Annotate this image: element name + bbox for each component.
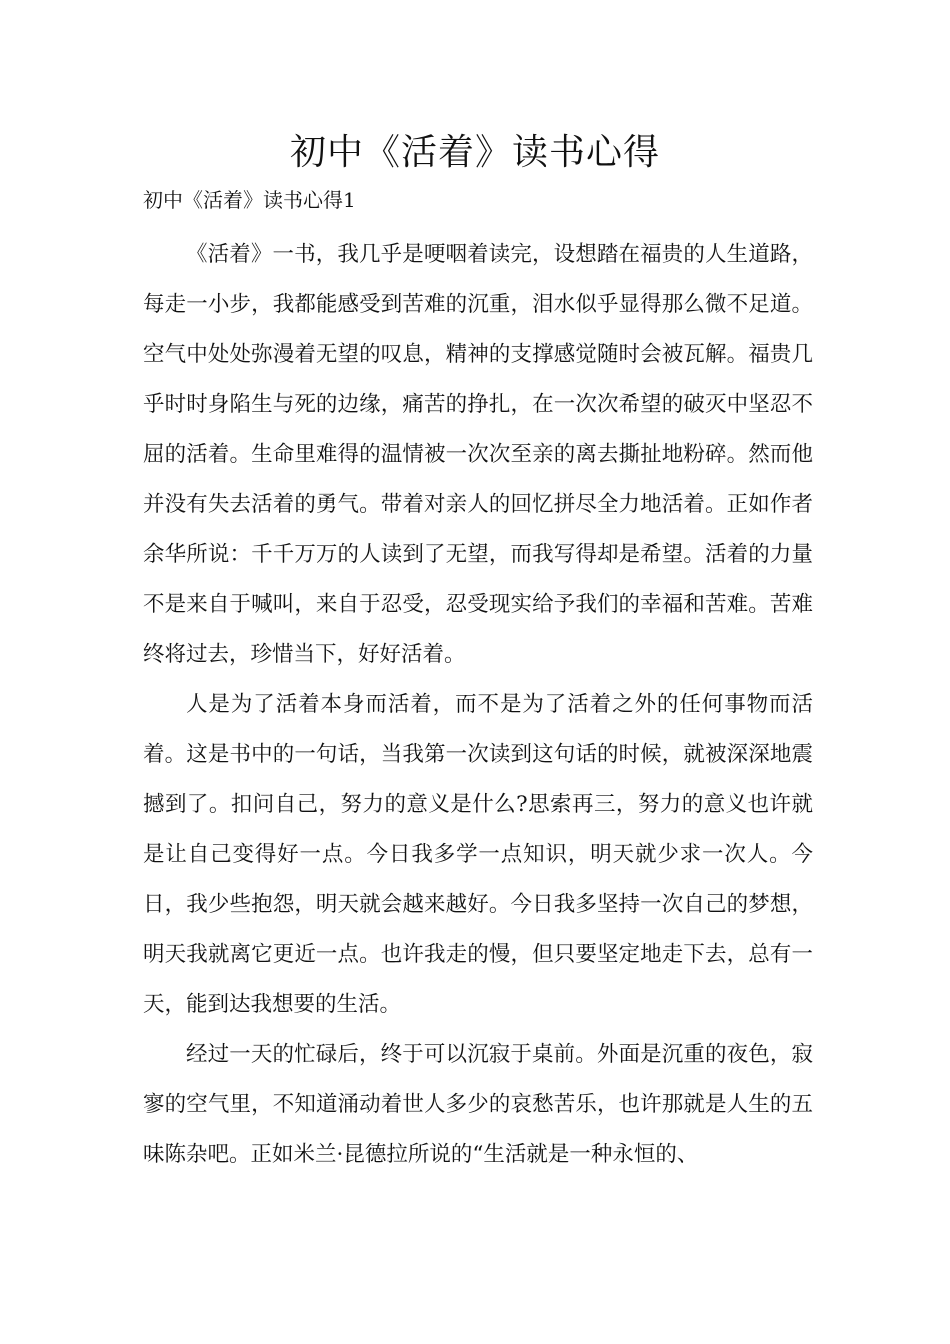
paragraph-2: 人是为了活着本身而活着，而不是为了活着之外的任何事物而活着。这是书中的一句话，当我第一次读到这句话的时候，就被深深地震撼到了。扣问自己，努力的意义是什么?思索再三，努力的意义也许就是让自己变得好一点。今日我多学一点知识，明天就少求一次人。今日，我少些抱怨，明天就会越来越好。今日我多坚持一次自己的梦想，明天我就离它更近一点。也许我走的慢，但只要坚定地走下去，总有一天，能到达我想要的生活。 [143,692,813,1017]
document-title: 初中《活着》读书心得 [289,132,660,173]
document-body [143,230,813,1180]
paragraph-3: 经过一天的忙碌后，终于可以沉寂于桌前。外面是沉重的夜色，寂寥的空气里，不知道涌动着世人多少的哀愁苦乐，也许那就是人生的五味陈杂吧。正如米兰·昆德拉所说的“生活就是一种永恒的、 [143,1042,813,1167]
section-heading: 初中《活着》读书心得1 [143,188,356,212]
paragraph-1: 《活着》一书，我几乎是哽咽着读完，设想踏在福贵的人生道路，每走一小步，我都能感受到苦难的沉重，泪水似乎显得那么微不足道。空气中处处弥漫着无望的叹息，精神的支撑感觉随时会被瓦解。福贵几乎时时身陷生与死的边缘，痛苦的挣扎，在一次次希望的破灭中坚忍不屈的活着。生命里难得的温情被一次次至亲的离去撕扯地粉碎。然而他并没有失去活着的勇气。带着对亲人的回忆拼尽全力地活着。正如作者余华所说：千千万万的人读到了无望，而我写得却是希望。活着的力量不是来自于喊叫，来自于忍受，忍受现实给予我们的幸福和苦难。苦难终将过去，珍惜当下，好好活着。 [143,242,813,667]
